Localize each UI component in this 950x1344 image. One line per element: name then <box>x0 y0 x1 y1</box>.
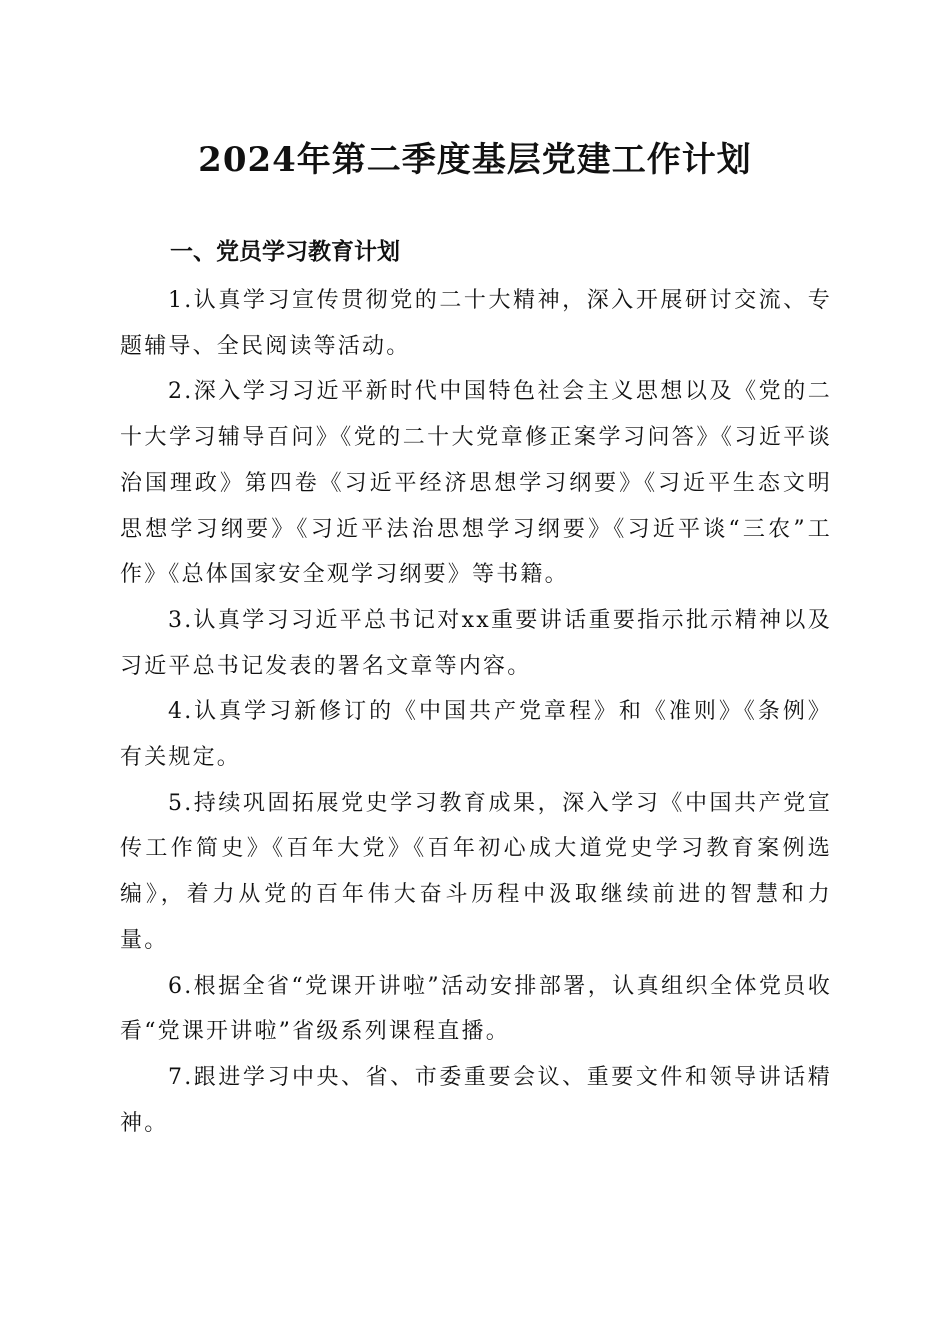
paragraph-2: 2.深入学习习近平新时代中国特色社会主义思想以及《党的二十大学习辅导百问》《党的二十大党章修正案学习问答》《习近平谈治国理政》第四卷《习近平经济思想学习纲要》《习近平生态文明思想学习纲要》《习近平法治思想学习纲要》《习近平谈“三农”工作》《总体国家安全观学习纲要》等书籍。 <box>120 379 832 588</box>
paragraph-7: 7.跟进学习中央、省、市委重要会议、重要文件和领导讲话精神。 <box>120 1064 832 1136</box>
paragraph-4: 4.认真学习新修订的《中国共产党章程》和《准则》《条例》有关规定。 <box>120 699 832 771</box>
paragraph-5: 5.持续巩固拓展党史学习教育成果，深入学习《中国共产党宣传工作简史》《百年大党》《百年初心成大道党史学习教育案例选编》，着力从党的百年伟大奋斗历程中汲取继续前进的智慧和力量。 <box>120 790 832 953</box>
section-heading: 一、党员学习教育计划 <box>170 239 400 265</box>
paragraph-6: 6.根据全省“党课开讲啦”活动安排部署，认真组织全体党员收看“党课开讲啦”省级系列课程直播。 <box>120 973 832 1045</box>
paragraph-3: 3.认真学习习近平总书记对xx重要讲话重要指示批示精神以及习近平总书记发表的署名文章等内容。 <box>120 607 832 679</box>
document-title: 2024年第二季度基层党建工作计划 <box>198 140 752 180</box>
document-body <box>120 278 832 1146</box>
paragraph-1: 1.认真学习宣传贯彻党的二十大精神，深入开展研讨交流、专题辅导、全民阅读等活动。 <box>120 288 832 359</box>
